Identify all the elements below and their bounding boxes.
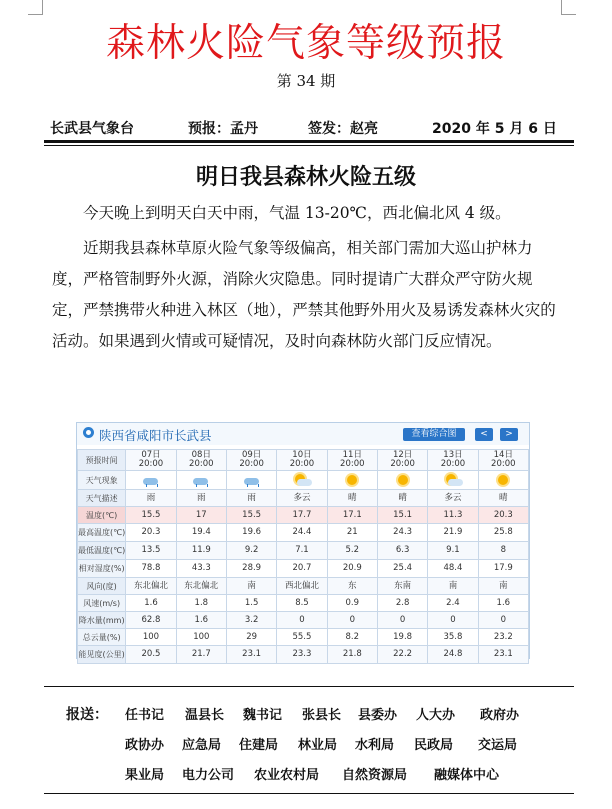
row-label: 风向(度) [78, 578, 126, 595]
cell-cloud: 29 [226, 629, 276, 646]
recipient: 张县长 [302, 708, 342, 723]
cell-min: 6.3 [377, 542, 427, 560]
cell-wdir: 南 [478, 578, 528, 595]
cell-temp: 11.3 [428, 507, 478, 524]
cell-wspd: 1.6 [478, 595, 528, 612]
overview-button[interactable]: 查看综合图 [403, 428, 465, 441]
cell-wdir: 南 [226, 578, 276, 595]
cell-cloud: 55.5 [277, 629, 327, 646]
recipient: 人大办 [416, 708, 456, 723]
forecast-paragraph: 今天晚上到明天白天中雨，气温 13-20℃，西北偏北风 4 级。 [83, 204, 511, 222]
cell-hum: 78.8 [126, 560, 176, 578]
cell-hum: 20.9 [327, 560, 377, 578]
sunny-icon [343, 474, 361, 487]
forecast-hour: 20:00 [440, 459, 466, 469]
advice-paragraph: 近期我县森林草原火险气象等级偏高，相关部门需加大巡山护林力度，严格管制野外火源，消除火灾隐患。同时提请广大群众严守防火规定，严禁携带火种进入林区（地），严禁其他野外用火及易诱发森林火灾的活动。如果遇到火情或可疑情况，及时向森林防火部门反应情况。 [52, 239, 556, 350]
cell-wspd: 8.5 [277, 595, 327, 612]
cell-desc: 雨 [126, 490, 176, 507]
cell-hum: 20.7 [277, 560, 327, 578]
recipient: 任书记 [125, 708, 165, 723]
cell-max: 21.9 [428, 524, 478, 542]
location-pin-icon [83, 427, 94, 438]
recipient: 政协办 [125, 738, 165, 753]
recipient: 应急局 [182, 738, 222, 753]
row-label: 风速(m/s) [78, 595, 126, 612]
row-label: 总云量(%) [78, 629, 126, 646]
cell-min: 7.1 [277, 542, 327, 560]
prev-button[interactable]: < [475, 428, 493, 441]
recipient: 民政局 [414, 738, 454, 753]
rain-icon [243, 474, 261, 487]
row-label: 天气现象 [78, 471, 126, 490]
forecast-time [478, 450, 528, 471]
recipient: 交运局 [478, 738, 518, 753]
weather-icon-cell [428, 471, 478, 490]
cell-min: 9.1 [428, 542, 478, 560]
cell-max: 24.3 [377, 524, 427, 542]
table-row [78, 646, 529, 664]
table-row [78, 612, 529, 629]
cell-desc: 多云 [428, 490, 478, 507]
cell-max: 20.3 [126, 524, 176, 542]
cell-temp: 20.3 [478, 507, 528, 524]
row-label: 相对湿度(%) [78, 560, 126, 578]
forecast-date: 13日 [443, 450, 463, 460]
forecast-time [428, 450, 478, 471]
cell-desc: 晴 [327, 490, 377, 507]
cell-hum: 28.9 [226, 560, 276, 578]
cell-temp: 15.5 [226, 507, 276, 524]
cell-wdir: 东北偏北 [126, 578, 176, 595]
cell-temp: 15.5 [126, 507, 176, 524]
recipient: 林业局 [298, 738, 338, 753]
row-label: 温度(℃) [78, 507, 126, 524]
cell-wspd: 0.9 [327, 595, 377, 612]
cell-wdir: 东北偏北 [176, 578, 226, 595]
weather-icon-cell [277, 471, 327, 490]
weather-icon-cell [377, 471, 427, 490]
table-row [78, 507, 529, 524]
footer-rule [44, 793, 574, 794]
issuer: 签发：赵亮 [308, 121, 378, 137]
partly-cloudy-icon [444, 474, 462, 487]
cell-desc: 晴 [377, 490, 427, 507]
cell-desc: 雨 [176, 490, 226, 507]
cell-cloud: 8.2 [327, 629, 377, 646]
header-rule [44, 145, 574, 146]
table-row [78, 524, 529, 542]
header-rule [44, 140, 574, 143]
cell-max: 19.6 [226, 524, 276, 542]
forecast-time [377, 450, 427, 471]
recipient: 自然资源局 [342, 768, 408, 783]
cell-wdir: 西北偏北 [277, 578, 327, 595]
forecast-hour: 20:00 [239, 459, 264, 469]
forecast-time [277, 450, 327, 471]
table-row [78, 490, 529, 507]
forecast-hour: 20:00 [390, 459, 415, 469]
weather-icon-cell [176, 471, 226, 490]
cell-wdir: 南 [428, 578, 478, 595]
forecast-hour: 20:00 [340, 459, 365, 469]
forecast-hour: 20:00 [491, 459, 516, 469]
distribution-label: 报送： [66, 707, 108, 723]
forecast-date: 12日 [392, 450, 413, 460]
cell-min: 8 [478, 542, 528, 560]
cell-min: 9.2 [226, 542, 276, 560]
footer-rule [44, 686, 574, 687]
cell-vis: 21.8 [327, 646, 377, 664]
cell-vis: 21.7 [176, 646, 226, 664]
cell-wspd: 1.8 [176, 595, 226, 612]
next-button[interactable]: > [500, 428, 518, 441]
recipient: 电力公司 [182, 768, 235, 783]
cell-temp: 17.1 [327, 507, 377, 524]
table-row [78, 595, 529, 612]
table-row [78, 560, 529, 578]
cell-desc: 多云 [277, 490, 327, 507]
issue-date: 2020 年 5 月 6 日 [432, 121, 557, 137]
cell-temp: 17 [176, 507, 226, 524]
cell-desc: 雨 [226, 490, 276, 507]
table-row [78, 471, 529, 490]
cell-cloud: 100 [126, 629, 176, 646]
forecast-time [226, 450, 276, 471]
forecast-time [126, 450, 176, 471]
table-row [78, 450, 529, 471]
cell-max: 19.4 [176, 524, 226, 542]
recipient: 融媒体中心 [434, 768, 500, 783]
cell-hum: 43.3 [176, 560, 226, 578]
cell-rain: 0 [327, 612, 377, 629]
table-row [78, 542, 529, 560]
cell-min: 13.5 [126, 542, 176, 560]
cell-rain: 0 [277, 612, 327, 629]
cell-max: 24.4 [277, 524, 327, 542]
location-name: 陕西省咸阳市长武县 [99, 428, 212, 443]
partly-cloudy-icon [293, 474, 311, 487]
cell-vis: 23.1 [478, 646, 528, 664]
forecaster: 预报：孟丹 [188, 121, 258, 137]
recipient: 魏书记 [243, 708, 283, 723]
recipient: 县委办 [358, 708, 398, 723]
cell-max: 25.8 [478, 524, 528, 542]
cell-min: 5.2 [327, 542, 377, 560]
recipient: 果业局 [125, 768, 165, 783]
row-label: 能见度(公里) [78, 646, 126, 664]
cell-rain: 0 [428, 612, 478, 629]
table-row [78, 629, 529, 646]
row-label: 降水量(mm) [78, 612, 126, 629]
cell-wdir: 东 [327, 578, 377, 595]
recipient: 温县长 [185, 708, 225, 723]
sunny-icon [394, 474, 412, 487]
weather-icon-cell [126, 471, 176, 490]
cell-wspd: 1.6 [126, 595, 176, 612]
cell-vis: 22.2 [377, 646, 427, 664]
cell-hum: 25.4 [377, 560, 427, 578]
weather-icon-cell [478, 471, 528, 490]
sunny-icon [494, 474, 512, 487]
forecast-hour: 20:00 [189, 459, 214, 469]
forecast-time [176, 450, 226, 471]
recipient: 农业农村局 [254, 768, 320, 783]
cell-desc: 晴 [478, 490, 528, 507]
issue-number: 第 34 期 [276, 72, 336, 90]
cell-wspd: 2.4 [428, 595, 478, 612]
cell-cloud: 19.8 [377, 629, 427, 646]
cell-rain: 3.2 [226, 612, 276, 629]
row-label: 天气描述 [78, 490, 126, 507]
cell-wspd: 2.8 [377, 595, 427, 612]
recipient: 住建局 [239, 738, 279, 753]
forecast-date: 11日 [342, 450, 362, 460]
cell-hum: 48.4 [428, 560, 478, 578]
rain-icon [192, 474, 210, 487]
cell-vis: 23.1 [226, 646, 276, 664]
cell-temp: 15.1 [377, 507, 427, 524]
cell-temp: 17.7 [277, 507, 327, 524]
cell-vis: 20.5 [126, 646, 176, 664]
cell-min: 11.9 [176, 542, 226, 560]
recipient: 政府办 [480, 708, 520, 723]
weather-icon-cell [327, 471, 377, 490]
headline: 明日我县森林火险五级 [195, 165, 416, 190]
cell-max: 21 [327, 524, 377, 542]
cell-cloud: 23.2 [478, 629, 528, 646]
cell-hum: 17.9 [478, 560, 528, 578]
row-label: 预报时间 [78, 450, 126, 471]
cell-cloud: 100 [176, 629, 226, 646]
forecast-date: 07日 [141, 450, 161, 460]
rain-icon [142, 474, 160, 487]
forecast-date: 10日 [292, 450, 312, 460]
cell-wdir: 东南 [377, 578, 427, 595]
row-label: 最高温度(℃) [78, 524, 126, 542]
widget-header [77, 423, 529, 445]
cell-vis: 23.3 [277, 646, 327, 664]
cell-vis: 24.8 [428, 646, 478, 664]
forecast-table [77, 449, 529, 664]
forecast-hour: 20:00 [289, 459, 315, 469]
cell-rain: 0 [478, 612, 528, 629]
cell-rain: 0 [377, 612, 427, 629]
cell-wspd: 1.5 [226, 595, 276, 612]
forecast-date: 08日 [191, 450, 211, 460]
cell-rain: 1.6 [176, 612, 226, 629]
forecast-date: 09日 [241, 450, 262, 460]
weather-forecast-widget [76, 422, 530, 659]
recipient: 水利局 [355, 738, 395, 753]
forecast-hour: 20:00 [138, 459, 164, 469]
cell-rain: 62.8 [126, 612, 176, 629]
document-title: 森林火险气象等级预报 [105, 21, 506, 66]
table-row [78, 578, 529, 595]
issuing-org: 长武县气象台 [50, 121, 134, 137]
row-label: 最低温度(℃) [78, 542, 126, 560]
weather-icon-cell [226, 471, 276, 490]
forecast-time [327, 450, 377, 471]
cell-cloud: 35.8 [428, 629, 478, 646]
forecast-date: 14日 [493, 450, 513, 460]
